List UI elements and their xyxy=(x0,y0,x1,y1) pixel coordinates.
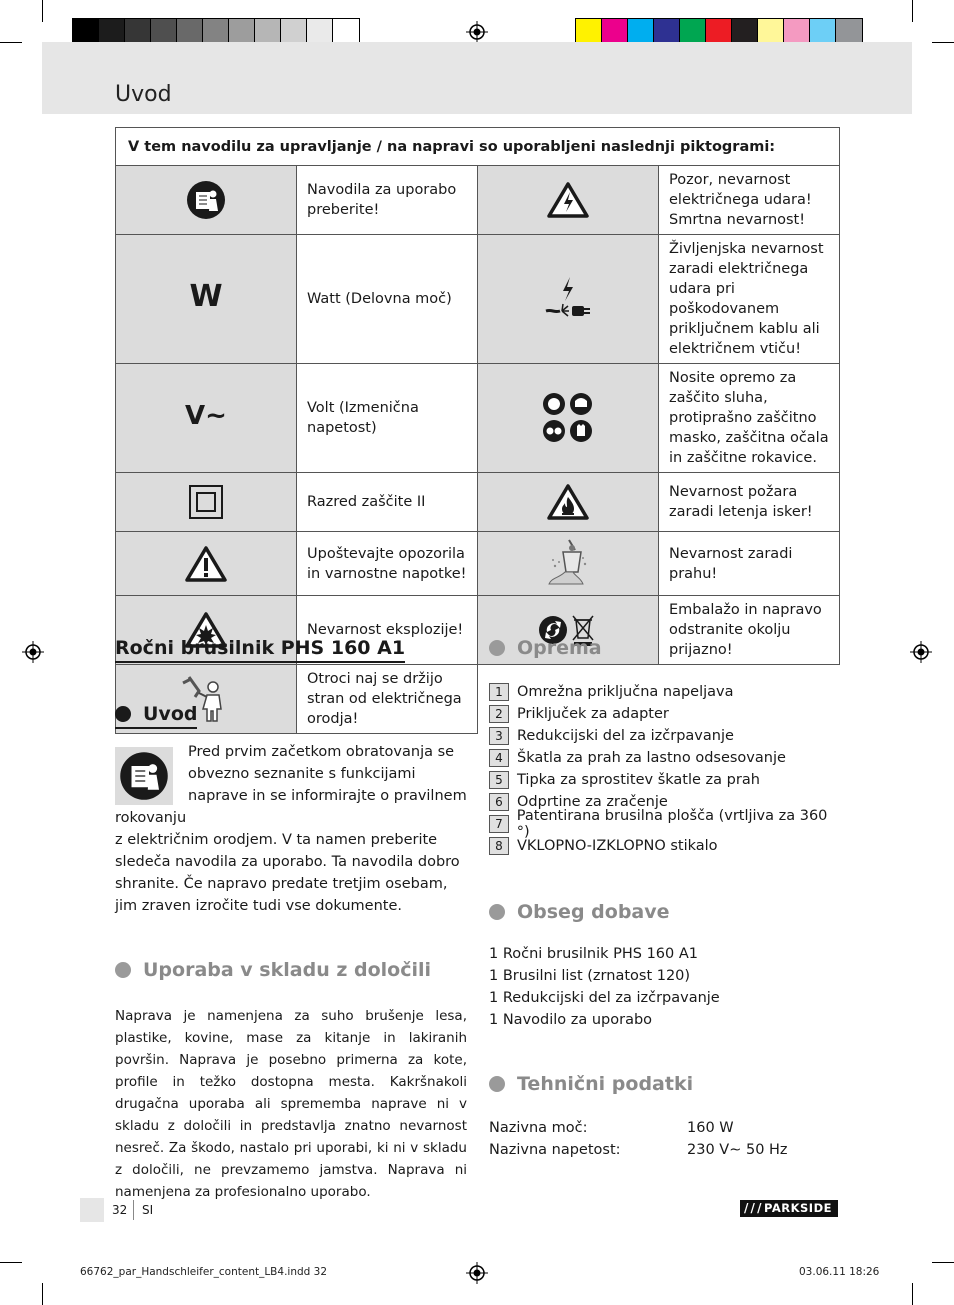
crop-mark xyxy=(932,1262,954,1263)
item-number: 7 xyxy=(489,815,509,833)
crop-mark xyxy=(932,42,954,43)
product-title: Ročni brusilnik PHS 160 A1 xyxy=(115,637,405,663)
pictogram-text: Watt (Delovna moč) xyxy=(297,235,478,364)
pictogram-text: Volt (Izmenična napetost) xyxy=(297,364,478,473)
dust-hazard-icon xyxy=(478,532,659,596)
item-number: 2 xyxy=(489,705,509,723)
footer-box xyxy=(80,1198,104,1222)
bullet-dot-icon xyxy=(489,1076,505,1092)
right-column xyxy=(489,637,841,1161)
pictogram-text: Otroci naj se držijo stran od električnega orodja! xyxy=(297,665,478,734)
electric-shock-icon xyxy=(478,166,659,235)
item-number: 5 xyxy=(489,771,509,789)
volt-ac-icon xyxy=(116,364,297,473)
protection-class-ii-icon xyxy=(116,473,297,532)
pictogram-text: Upoštevajte opozorila in varnostne napotke! xyxy=(297,532,478,596)
equipment-heading-label: Oprema xyxy=(517,637,602,659)
spec-row xyxy=(489,1139,841,1161)
tech-heading xyxy=(489,1073,841,1095)
crop-mark xyxy=(0,1262,22,1263)
list-item: 1 Brusilni list (zrnatost 120) xyxy=(489,968,691,984)
left-column xyxy=(115,637,467,1203)
pictogram-text: Življenjska nevarnost zaradi električnega udara pri poškodovanem priključnem kablu ali električnem vtiču! xyxy=(659,235,840,364)
item-number: 3 xyxy=(489,727,509,745)
list-item xyxy=(489,703,841,725)
item-label: Tipka za sprostitev škatle za prah xyxy=(517,772,760,788)
equipment-list xyxy=(489,681,841,857)
equipment-heading xyxy=(489,637,841,659)
intended-use-heading-label: Uporaba v skladu z določili xyxy=(143,959,432,981)
pictogram-text: Pozor, nevarnost električnega udara! Smrtna nevarnost! xyxy=(659,166,840,235)
bullet-dot-icon xyxy=(489,640,505,656)
spec-key: Nazivna napetost: xyxy=(489,1142,621,1158)
warning-triangle-icon xyxy=(116,532,297,596)
list-item xyxy=(489,681,841,703)
delivery-heading-label: Obseg dobave xyxy=(517,901,670,923)
list-item xyxy=(489,747,841,769)
bullet-dot-icon xyxy=(115,706,131,722)
language-code: SI xyxy=(142,1203,154,1217)
slug-file-info: 66762_par_Handschleifer_content_LB4.indd 32 xyxy=(80,1266,328,1278)
volt-ac-symbol: V~ xyxy=(185,401,227,431)
protective-equipment-icon xyxy=(478,364,659,473)
registration-mark-icon xyxy=(910,641,932,663)
brand-logo xyxy=(740,1200,838,1217)
list-item xyxy=(489,725,841,747)
list-item: 1 Ročni brusilnik PHS 160 A1 xyxy=(489,946,699,962)
item-number: 8 xyxy=(489,837,509,855)
watt-icon xyxy=(116,235,297,364)
registration-mark-icon xyxy=(466,1262,488,1284)
intro-heading-label: Uvod xyxy=(143,703,198,725)
delivery-heading xyxy=(489,901,841,923)
item-label: Škatla za prah za lastno odsesovanje xyxy=(517,750,786,766)
registration-mark-icon xyxy=(466,21,488,43)
intended-use-heading xyxy=(115,959,467,981)
spec-row xyxy=(489,1117,841,1139)
pictogram-text: Navodila za uporabo preberite! xyxy=(297,166,478,235)
spec-value: 160 W xyxy=(687,1120,734,1136)
read-manual-icon xyxy=(115,747,173,805)
list-item xyxy=(489,808,841,840)
intended-use-text: Naprava je namenjena za suho brušenje lesa, plastike, kovine, mase za kitanje in lakiranih površin. Naprava je posebno primerna za kote, profile in težko dostopna mesta. Kakršnakoli drugačna uporaba ali sprememba naprave ni v skladu z določili in predstavlja znatno nevarnost nesreč. Za škodo, nastalo pri uporabi, ki ni v skladu z določili, ne prevzamemo jamstva. Naprava ni namenjena za profesionalno uporabo. xyxy=(115,1008,467,1200)
brand-name: PARKSIDE xyxy=(763,1201,832,1215)
intro-heading xyxy=(115,703,197,729)
delivery-list xyxy=(489,943,841,1031)
registration-mark-icon xyxy=(22,641,44,663)
intro-body-text: z električnim orodjem. V ta namen preberite sledeča navodila za uporabo. Ta navodila dobro shranite. Če napravo predate tretjim osebam, jim zraven izročite tudi vse dokumente. xyxy=(115,832,460,914)
list-item xyxy=(489,769,841,791)
item-number: 1 xyxy=(489,683,509,701)
pictogram-text: Nosite opremo za zaščito sluha, protiprašno zaščitno masko, zaščitna očala in zaščitne rokavice. xyxy=(659,364,840,473)
spec-value: 230 V∼ 50 Hz xyxy=(687,1142,788,1158)
crop-mark xyxy=(0,42,22,43)
tech-specs xyxy=(489,1117,841,1161)
item-label: VKLOPNO-IZKLOPNO stikalo xyxy=(517,838,718,854)
crop-mark xyxy=(42,0,43,22)
spec-key: Nazivna moč: xyxy=(489,1120,588,1136)
watt-symbol: W xyxy=(189,278,223,314)
flying-sparks-fire-icon xyxy=(478,473,659,532)
item-label: Priključek za adapter xyxy=(517,706,669,722)
slug-date: 03.06.11 18:26 xyxy=(799,1266,880,1278)
pictogram-text: Embalažo in napravo odstranite okolju prijazno! xyxy=(659,596,840,665)
pictogram-text: Nevarnost eksplozije! xyxy=(297,596,478,665)
crop-mark xyxy=(912,0,913,22)
list-item: 1 Navodilo za uporabo xyxy=(489,1012,653,1028)
pictogram-text: Razred zaščite II xyxy=(297,473,478,532)
item-label: Redukcijski del za izčrpavanje xyxy=(517,728,734,744)
header-band xyxy=(42,42,912,114)
crop-mark xyxy=(42,1283,43,1305)
pictogram-text: Nevarnost požara zaradi letenja isker! xyxy=(659,473,840,532)
read-manual-icon xyxy=(116,166,297,235)
bullet-dot-icon xyxy=(489,904,505,920)
damaged-cable-icon xyxy=(478,235,659,364)
logo-stripes-icon: / / / xyxy=(744,1201,761,1215)
item-label: Omrežna priključna napeljava xyxy=(517,684,734,700)
pictogram-table-header: V tem navodilu za upravljanje / na napravi so uporabljeni naslednji piktogrami: xyxy=(116,128,840,166)
intro-lead-text: Pred prvim začetkom obratovanja se obvezno seznanite s funkcijami naprave in se informirajte o pravilnem rokovanju xyxy=(115,744,467,826)
page-number: 32 xyxy=(112,1203,128,1217)
item-label: Patentirana brusilna plošča (vrtljiva za 360 °) xyxy=(516,808,828,840)
item-number: 4 xyxy=(489,749,509,767)
footer-divider xyxy=(133,1200,134,1220)
list-item: 1 Redukcijski del za izčrpavanje xyxy=(489,990,720,1006)
item-number: 6 xyxy=(489,793,509,811)
item-label: Odprtine za zračenje xyxy=(517,794,668,810)
page-title: Uvod xyxy=(115,82,172,107)
bullet-dot-icon xyxy=(115,962,131,978)
pictogram-text: Nevarnost zaradi prahu! xyxy=(659,532,840,596)
tech-heading-label: Tehnični podatki xyxy=(517,1073,694,1095)
crop-mark xyxy=(912,1283,913,1305)
